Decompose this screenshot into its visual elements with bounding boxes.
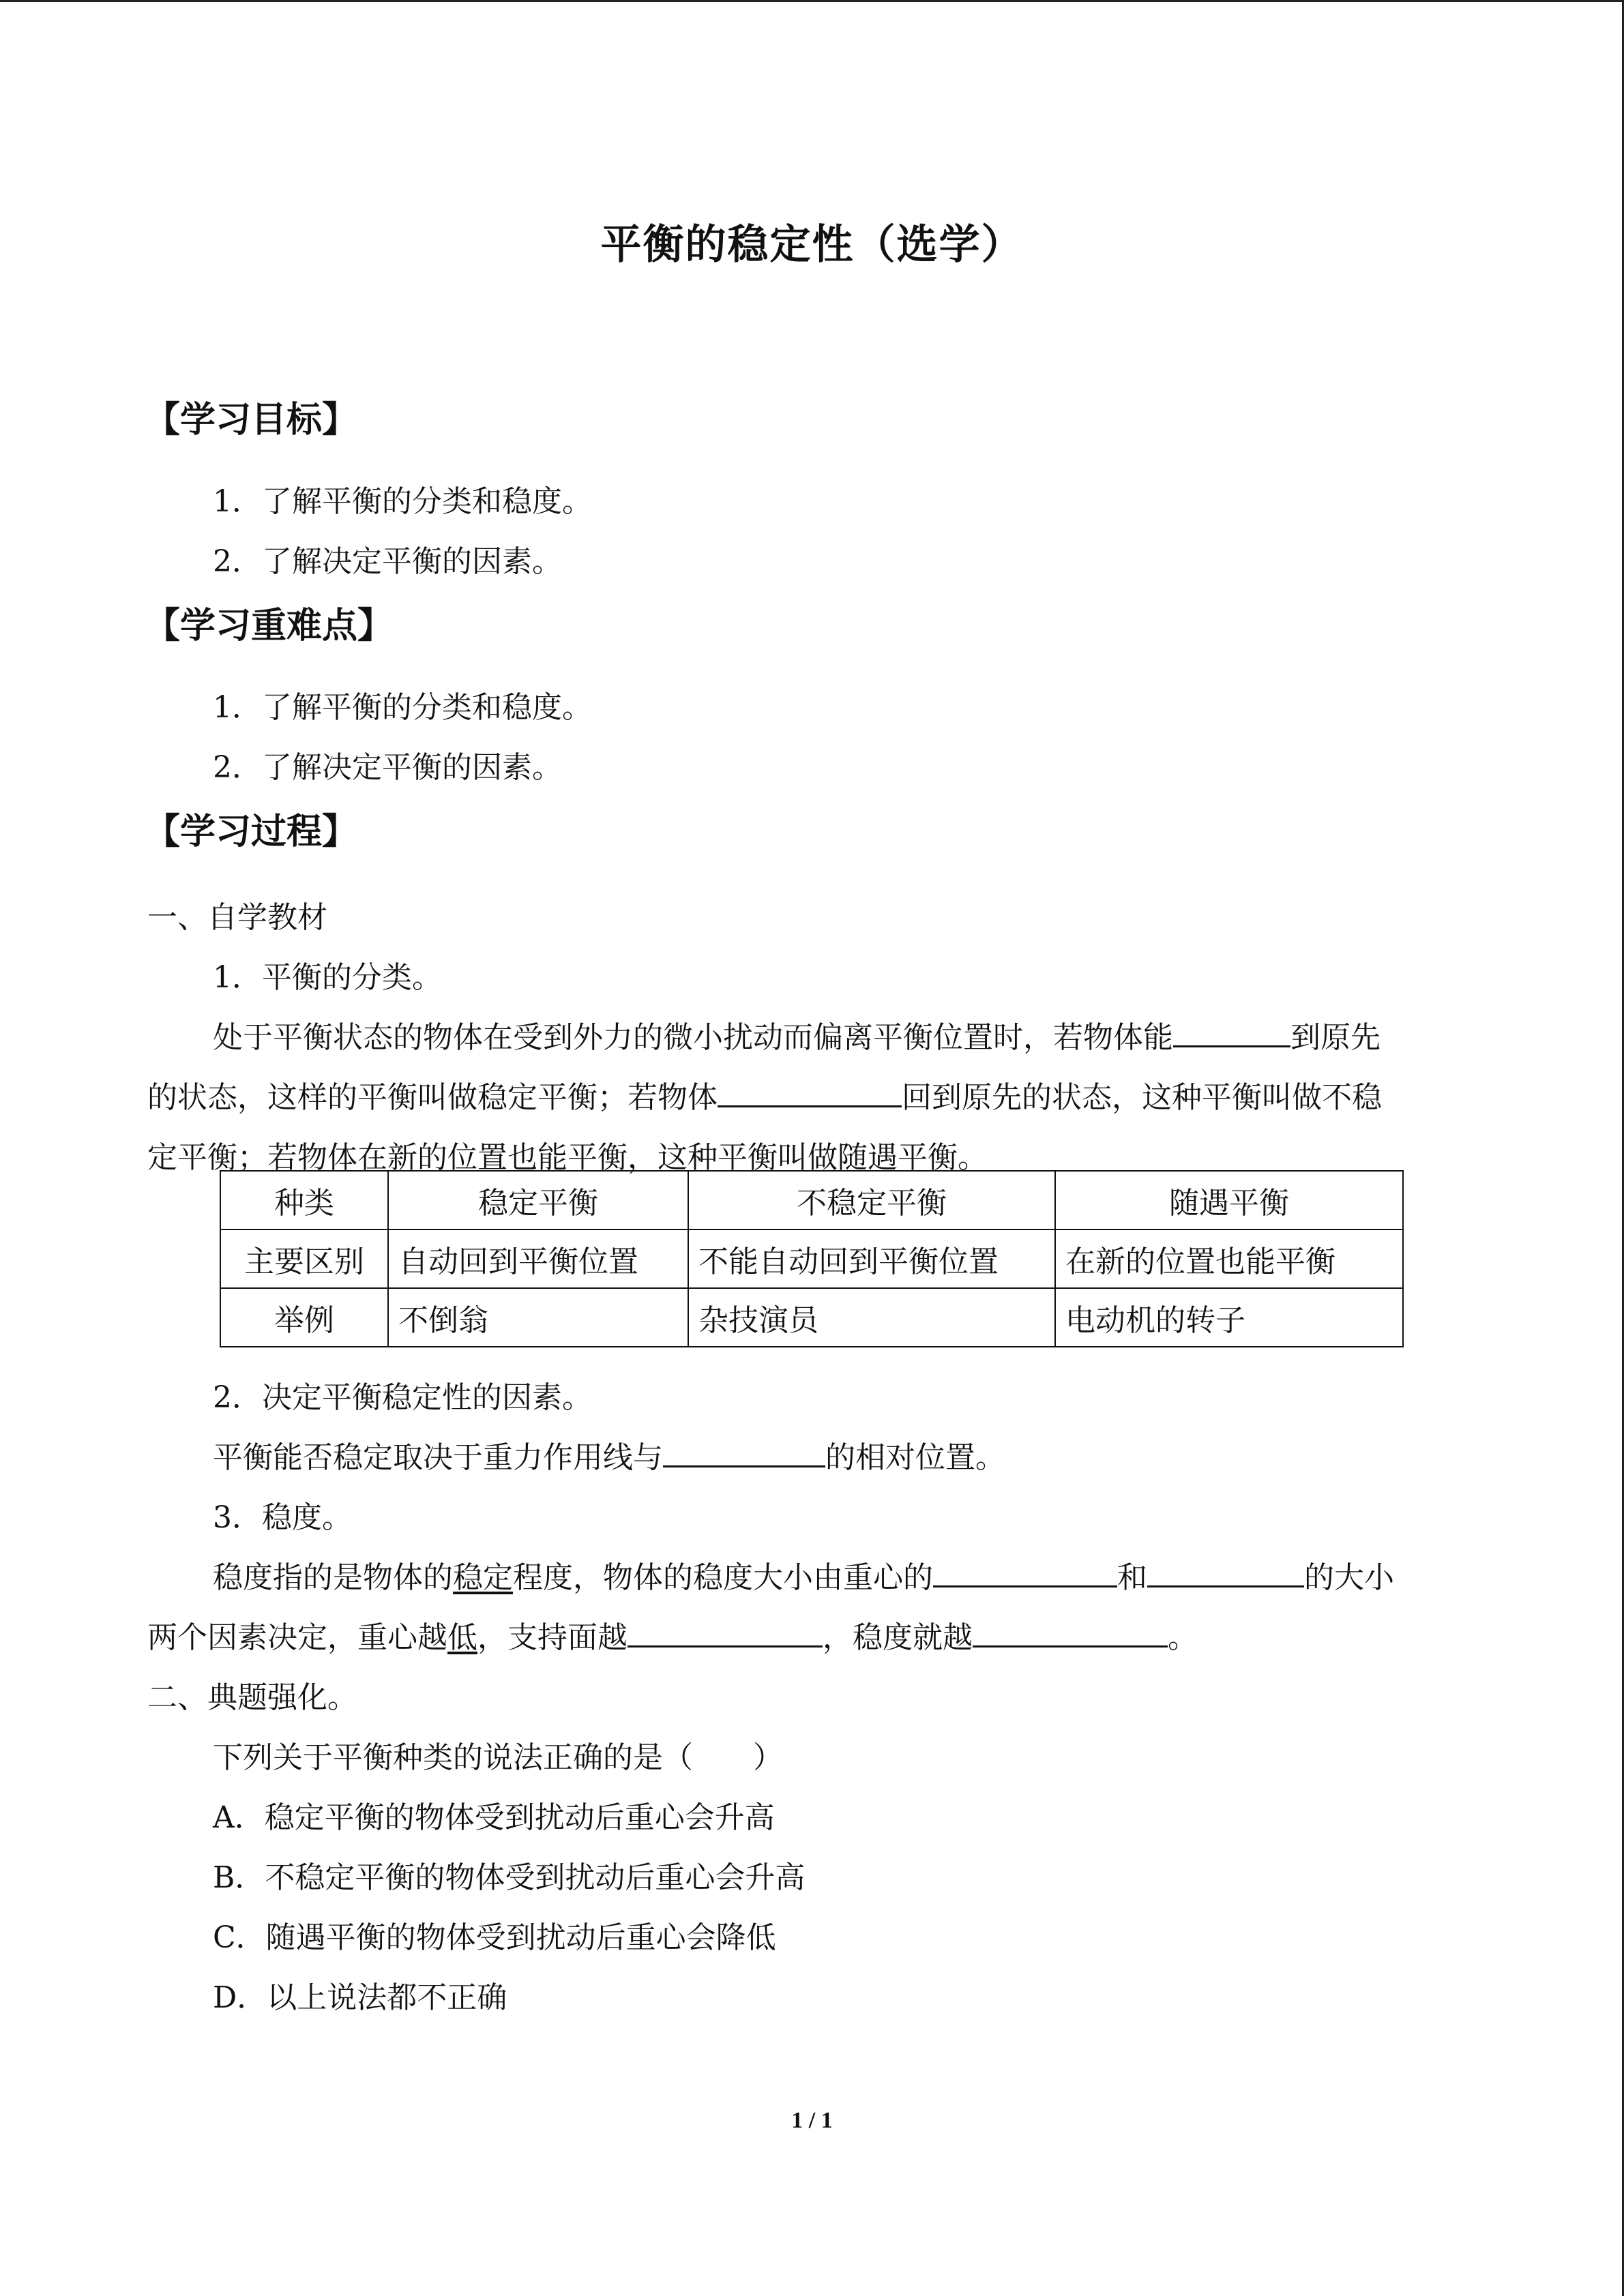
option-a: A．稳定平衡的物体受到扰动后重心会升高: [213, 1800, 775, 1835]
option-b: B．不稳定平衡的物体受到扰动后重心会升高: [213, 1860, 806, 1895]
table-cell: 举例: [220, 1288, 388, 1347]
table-cell: 不能自动回到平衡位置: [688, 1229, 1055, 1288]
para2-text-a: 平衡能否稳定取决于重力作用线与: [213, 1440, 663, 1475]
question-stem: 下列关于平衡种类的说法正确的是（ ）: [213, 1740, 783, 1775]
page-title: 平衡的稳定性（选学）: [600, 221, 1024, 269]
para1-line2-text-a: 的状态，这样的平衡叫做稳定平衡；若物体: [147, 1080, 718, 1115]
part1-heading: 一、自学教材: [147, 900, 327, 935]
para3-line1-text-c: 和: [1117, 1560, 1147, 1595]
para2-text-b: 的相对位置。: [825, 1440, 1005, 1475]
blank-2[interactable]: [718, 1078, 902, 1107]
objective-item-2: 2．了解决定平衡的因素。: [213, 544, 562, 579]
option-d: D．以上说法都不正确: [213, 1980, 507, 2015]
blank-6[interactable]: [628, 1618, 823, 1648]
para1-line2-text-b: 回到原先的状态，这种平衡叫做不稳: [902, 1080, 1382, 1115]
table-cell: 杂技演员: [688, 1288, 1055, 1347]
para3-line2-text-b: ，支持面越: [477, 1620, 628, 1655]
table-cell: 主要区别: [220, 1229, 388, 1288]
para3-line1-text-a: 稳度指的是物体的: [213, 1560, 453, 1595]
table-row: [220, 1171, 1403, 1229]
para3-line2: [147, 1613, 1198, 1656]
table-header-cell: 随遇平衡: [1055, 1171, 1403, 1229]
para3-line2-text-c: ，稳度就越: [823, 1620, 973, 1655]
blank-7[interactable]: [973, 1618, 1168, 1648]
blank-3[interactable]: [663, 1438, 825, 1467]
para3-line1: [213, 1553, 1394, 1596]
para1-line1-text-a: 处于平衡状态的物体在受到外力的微小扰动而偏离平衡位置时，若物体能: [213, 1020, 1173, 1055]
part2-heading: 二、典题强化。: [147, 1680, 357, 1715]
sub1-heading: 1．平衡的分类。: [213, 960, 442, 995]
table-row: [220, 1288, 1403, 1347]
table-cell: 在新的位置也能平衡: [1055, 1229, 1403, 1288]
table-header-cell: 不稳定平衡: [688, 1171, 1055, 1229]
option-c: C．随遇平衡的物体受到扰动后重心会降低: [213, 1920, 776, 1955]
table-row: [220, 1229, 1403, 1288]
table-cell: 电动机的转子: [1055, 1288, 1403, 1347]
key-point-item-1: 1．了解平衡的分类和稳度。: [213, 690, 592, 725]
key-point-item-2: 2．了解决定平衡的因素。: [213, 750, 562, 785]
para3-underlined-stable: 稳定: [453, 1560, 513, 1595]
page-number: 1 / 1: [791, 2108, 833, 2133]
blank-1[interactable]: [1173, 1018, 1290, 1047]
para1-line1-text-b: 到原先: [1290, 1020, 1381, 1055]
blank-5[interactable]: [1147, 1558, 1304, 1587]
process-heading: 【学习过程】: [145, 811, 358, 852]
key-points-heading: 【学习重难点】: [145, 606, 394, 646]
para3-line1-text-b: 程度，物体的稳度大小由重心的: [513, 1560, 933, 1595]
objectives-heading: 【学习目标】: [145, 400, 358, 441]
para2-line: [213, 1433, 1005, 1476]
para3-underlined-low: 低: [447, 1620, 477, 1655]
para1-line2: [147, 1073, 1382, 1116]
sub2-heading: 2．决定平衡稳定性的因素。: [213, 1380, 592, 1415]
table-header-cell: 种类: [220, 1171, 388, 1229]
blank-4[interactable]: [933, 1558, 1117, 1587]
objective-item-1: 1．了解平衡的分类和稳度。: [213, 484, 592, 519]
table-cell: 自动回到平衡位置: [388, 1229, 688, 1288]
para1-line3: 定平衡；若物体在新的位置也能平衡，这种平衡叫做随遇平衡。: [147, 1140, 988, 1175]
balance-type-table: [220, 1170, 1404, 1347]
table-header-cell: 稳定平衡: [388, 1171, 688, 1229]
sub3-heading: 3．稳度。: [213, 1500, 352, 1535]
para3-line1-text-d: 的大小: [1304, 1560, 1394, 1595]
table-cell: 不倒翁: [388, 1288, 688, 1347]
para3-line2-text-d: 。: [1168, 1620, 1198, 1655]
para3-line2-text-a: 两个因素决定，重心越: [147, 1620, 447, 1655]
para1-line1: [213, 1013, 1381, 1056]
